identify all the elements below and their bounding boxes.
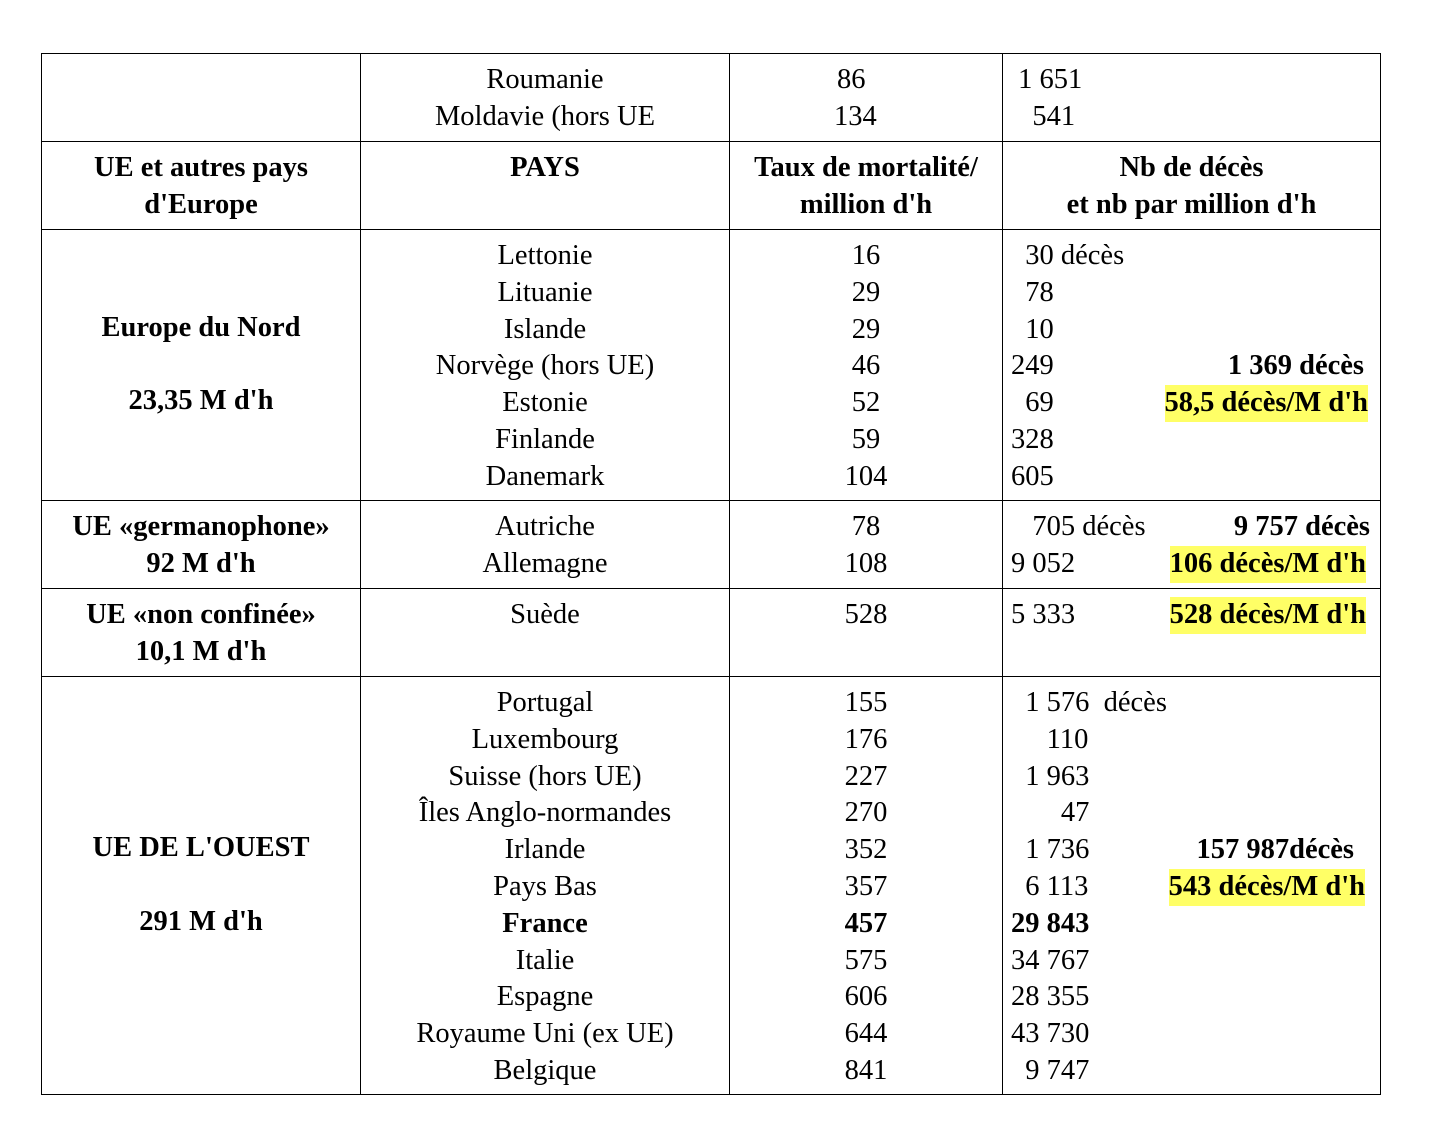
- deaths-value: 705 décès: [1011, 511, 1146, 542]
- header-rate-line: million d'h: [799, 188, 933, 220]
- deaths-value: 9 747: [1011, 1054, 1090, 1086]
- country-name: Pays Bas: [493, 870, 597, 902]
- deaths-cell: [1003, 54, 1381, 142]
- deaths-value: 6 113: [1011, 870, 1089, 902]
- rate-value: 86: [837, 64, 866, 95]
- group-ratio: 528 décès/M d'h: [1170, 597, 1366, 634]
- rate-value: 16: [851, 240, 881, 271]
- region-spacer: [42, 867, 360, 904]
- country-name: Norvège (hors UE): [435, 350, 655, 382]
- region-population: 23,35 M d'h: [128, 385, 274, 417]
- deaths-value: 605: [1011, 460, 1054, 492]
- table-row: [42, 589, 1381, 677]
- country-name: Danemark: [485, 460, 605, 492]
- rate-value: 270: [844, 797, 888, 829]
- rate-value: 104: [844, 460, 888, 492]
- rate-value: 52: [851, 387, 881, 419]
- country-name: Îles Anglo-normandes: [418, 797, 672, 829]
- group-total: 157 987décès: [1196, 834, 1354, 866]
- deaths-value: 1 576 décès: [1011, 687, 1167, 718]
- table-row: [42, 54, 1381, 142]
- region-cell: [42, 230, 361, 501]
- deaths-value: 78: [1011, 276, 1054, 308]
- deaths-value: 110: [1011, 723, 1089, 755]
- country-name: Moldavie (hors UE: [434, 100, 656, 132]
- rate-value: 155: [844, 687, 888, 718]
- deaths-value: 10: [1011, 313, 1054, 345]
- country-name: Lettonie: [497, 240, 593, 271]
- table-row: [42, 677, 1381, 1095]
- deaths-value: 30 décès: [1011, 240, 1125, 271]
- header-deaths: [1003, 142, 1381, 230]
- country-name: Allemagne: [482, 547, 608, 579]
- rate-value: 644: [844, 1018, 888, 1050]
- deaths-value: 1 963: [1011, 760, 1090, 792]
- country-name: Portugal: [496, 687, 594, 718]
- rate-value: 108: [844, 547, 888, 579]
- rate-cell: [730, 230, 1003, 501]
- region-cell: [42, 501, 361, 589]
- country-cell: [361, 677, 730, 1095]
- deaths-value: 541: [1011, 100, 1076, 132]
- header-region-line: UE et autres pays: [93, 152, 308, 183]
- rate-value: 357: [844, 870, 888, 902]
- region-cell: [42, 589, 361, 677]
- country-cell: [361, 54, 730, 142]
- country-name: Lituanie: [497, 276, 593, 308]
- header-deaths-line: Nb de décès: [1119, 152, 1264, 183]
- rate-value: 176: [844, 723, 888, 755]
- deaths-value: 328: [1011, 423, 1054, 455]
- header-region: [42, 142, 361, 230]
- rate-value: 134: [834, 100, 877, 132]
- country-name: Irlande: [504, 834, 586, 866]
- country-name: Suisse (hors UE): [448, 760, 642, 792]
- group-total: 9 757 décès: [1233, 511, 1370, 542]
- deaths-value: 28 355: [1011, 981, 1090, 1013]
- country-cell: [361, 501, 730, 589]
- deaths-value: 43 730: [1011, 1018, 1090, 1050]
- country-name: Autriche: [495, 511, 595, 542]
- deaths-value: 1 651: [1011, 64, 1083, 95]
- deaths-value: 9 052: [1011, 547, 1076, 579]
- deaths-value: 34 767: [1011, 944, 1090, 976]
- rate-value: 841: [844, 1054, 888, 1086]
- region-population: 291 M d'h: [139, 905, 263, 937]
- deaths-cell: [1003, 230, 1381, 501]
- country-name: Roumanie: [486, 64, 604, 95]
- region-name: Europe du Nord: [101, 311, 301, 343]
- header-rate-line: Taux de mortalité/: [754, 152, 978, 183]
- rate-value: 528: [844, 599, 888, 630]
- country-name: France: [502, 907, 588, 939]
- rate-value: 46: [851, 350, 881, 382]
- region-population: 92 M d'h: [146, 547, 256, 579]
- deaths-cell: [1003, 589, 1381, 677]
- deaths-value: 29 843: [1011, 907, 1090, 939]
- country-name: Espagne: [496, 981, 594, 1013]
- header-deaths-line: et nb par million d'h: [1066, 188, 1317, 220]
- rate-cell: [730, 501, 1003, 589]
- rate-value: 29: [851, 276, 881, 308]
- country-name: Suède: [510, 599, 580, 630]
- group-ratio: 58,5 décès/M d'h: [1165, 385, 1368, 422]
- rate-value: 227: [844, 760, 888, 792]
- country-cell: [361, 589, 730, 677]
- country-name: Italie: [515, 944, 575, 976]
- deaths-value: 47: [1011, 797, 1090, 829]
- rate-value: 59: [851, 423, 881, 455]
- region-name: UE «germanophone»: [72, 511, 330, 542]
- region-population: 10,1 M d'h: [135, 635, 267, 667]
- group-ratio: 543 décès/M d'h: [1169, 869, 1365, 906]
- region-cell: [42, 54, 361, 142]
- rate-value: 29: [851, 313, 881, 345]
- rate-value: 78: [851, 511, 881, 542]
- rate-value: 457: [844, 907, 888, 939]
- country-cell: [361, 230, 730, 501]
- deaths-cell: [1003, 677, 1381, 1095]
- header-country-label: PAYS: [510, 152, 580, 183]
- country-name: Royaume Uni (ex UE): [416, 1018, 674, 1050]
- deaths-value: 5 333: [1011, 599, 1076, 630]
- deaths-cell: [1003, 501, 1381, 589]
- group-ratio: 106 décès/M d'h: [1170, 546, 1366, 583]
- rate-cell: [730, 677, 1003, 1095]
- country-name: Belgique: [493, 1054, 597, 1086]
- table-row: [42, 230, 1381, 501]
- header-region-line: d'Europe: [144, 188, 258, 220]
- rate-cell: [730, 589, 1003, 677]
- country-name: Luxembourg: [471, 723, 619, 755]
- header-country: [361, 142, 730, 230]
- country-name: Estonie: [502, 387, 588, 419]
- deaths-value: 1 736: [1011, 834, 1090, 866]
- table-row: [42, 501, 1381, 589]
- group-total: 1 369 décès: [1227, 350, 1364, 382]
- region-name: UE DE L'OUEST: [92, 832, 310, 864]
- country-name: Islande: [503, 313, 587, 345]
- rate-cell: [730, 54, 1003, 142]
- rate-value: 575: [844, 944, 888, 976]
- country-name: Finlande: [495, 423, 595, 455]
- region-cell: [42, 677, 361, 1095]
- region-name: UE «non confinée»: [86, 599, 316, 630]
- deaths-value: 69: [1011, 387, 1054, 419]
- header-rate: [730, 142, 1003, 230]
- mortality-table: [41, 53, 1381, 1095]
- rate-value: 352: [844, 834, 888, 866]
- rate-value: 606: [844, 981, 888, 1013]
- region-spacer: [42, 347, 360, 384]
- deaths-value: 249: [1011, 350, 1054, 382]
- table-header-row: [42, 142, 1381, 230]
